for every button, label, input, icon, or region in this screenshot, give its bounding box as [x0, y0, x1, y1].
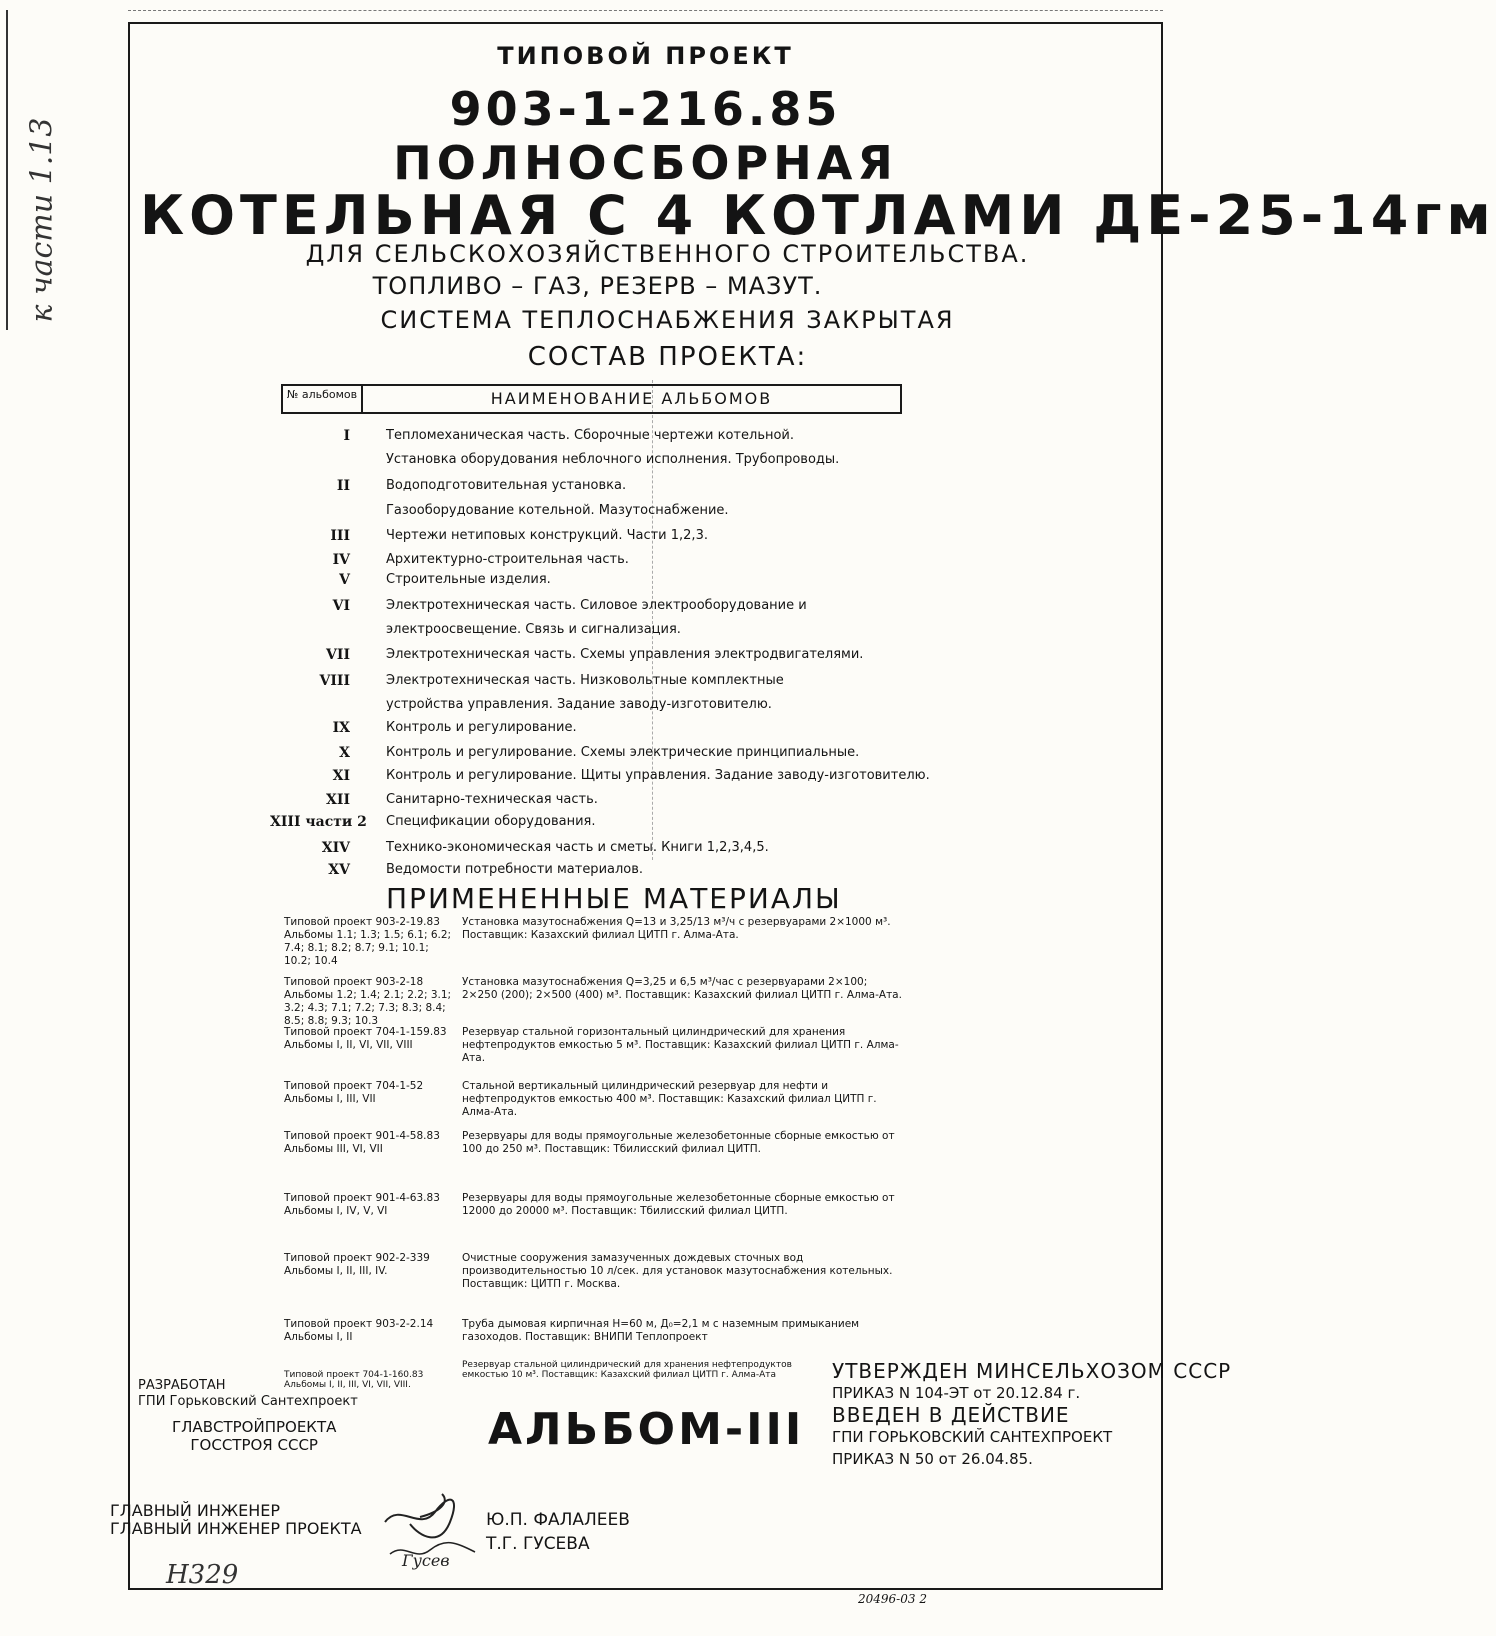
header-project-type: ТИПОВОЙ ПРОЕКТ	[497, 42, 794, 70]
album-name: Спецификации оборудования.	[386, 814, 596, 829]
material-ref: Типовой проект 901-4-63.83 Альбомы I, IV, V, VI	[284, 1192, 440, 1217]
material-desc: Стальной вертикальный цилиндрический резервуар для нефти и нефтепродуктов емкостью 400 м³. Поставщик: Казахский филиал ЦИТП г. Алма-Ата.	[462, 1080, 877, 1118]
table-row	[270, 598, 970, 620]
album-name: Строительные изделия.	[386, 572, 551, 587]
album-number: VIII	[319, 673, 350, 689]
album-name: Электротехническая часть. Силовое электрооборудование и	[386, 598, 807, 613]
album-name: Санитарно-техническая часть.	[386, 792, 598, 807]
contents-heading: СОСТАВ ПРОЕКТА:	[527, 342, 808, 372]
material-ref: Типовой проект 902-2-339 Альбомы I, II, III, IV.	[284, 1252, 430, 1277]
album-number: XII	[326, 792, 350, 808]
material-desc: Установка мазутоснабжения Q=13 и 3,25/13 м³/ч с резервуарами 2×1000 м³. Поставщик: Казахский филиал ЦИТП г. Алма-Ата.	[462, 916, 891, 941]
table-row	[270, 552, 970, 574]
material-desc: Очистные сооружения замазученных дождевых сточных вод производительностью 10 л/сек. для установок мазутоснабжения котельных. Поставщик: ЦИТП г. Москва.	[462, 1252, 893, 1290]
col-number-header: № альбомов	[283, 386, 363, 412]
album-number: II	[336, 478, 350, 494]
top-dashed-line	[128, 10, 1163, 11]
material-ref: Типовой проект 903-2-18 Альбомы 1.2; 1.4; 2.1; 2.2; 3.1; 3.2; 4.3; 7.1; 7.2; 7.3; 8.3; 8.4; 8.5; 8.8; 9.3; 10.3	[284, 976, 452, 1027]
album-number: IX	[332, 720, 350, 736]
material-desc: Резервуары для воды прямоугольные железобетонные сборные емкостью от 100 до 250 м³. Поставщик: Тбилисский филиал ЦИТП.	[462, 1130, 895, 1155]
album-number: I	[343, 428, 350, 444]
signature-names	[486, 1508, 630, 1556]
ministry-line2: ГОССТРОЯ СССР	[190, 1436, 318, 1454]
album-name: Водоподготовительная установка.	[386, 478, 627, 493]
signature-gusev: Гусев	[402, 1551, 450, 1570]
margin-note: к части 1.13	[24, 117, 60, 323]
material-desc: Резервуары для воды прямоугольные железобетонные сборные емкостью от 12000 до 20000 м³. Поставщик: Тбилисский филиал ЦИТП.	[462, 1192, 895, 1217]
material-desc: Резервуар стальной горизонтальный цилиндрический для хранения нефтепродуктов емкостью 5 м³. Поставщик: Казахский филиал ЦИТП г. Алма-Ата.	[462, 1026, 899, 1064]
albums-table-header	[281, 384, 902, 414]
album-name: Технико-экономическая часть и сметы. Книги 1,2,3,4,5.	[386, 840, 769, 855]
album-number: XIII части 2	[270, 814, 367, 830]
ministry-line1: ГЛАВСТРОЙПРОЕКТА	[172, 1418, 337, 1436]
album-number: VII	[326, 647, 350, 663]
developer-org: ГПИ Горьковский Сантехпроект	[138, 1394, 358, 1409]
ministry-block	[172, 1418, 336, 1454]
developer-block	[138, 1378, 358, 1410]
album-name: Установка оборудования неблочного исполнения. Трубопроводы.	[386, 452, 840, 467]
material-desc: Труба дымовая кирпичная Н=60 м, Д₀=2,1 м с наземным примыканием газоходов. Поставщик: ВНИПИ Теплопроект	[462, 1318, 860, 1343]
approval-line5: ПРИКАЗ N 50 от 26.04.85.	[832, 1450, 1033, 1468]
header-title-line1: ПОЛНОСБОРНАЯ	[393, 136, 898, 190]
material-ref: Типовой проект 903-2-2.14 Альбомы I, II	[284, 1318, 434, 1343]
table-row	[270, 768, 970, 790]
material-ref: Типовой проект 903-2-19.83 Альбомы 1.1; 1.3; 1.5; 6.1; 6.2; 7.4; 8.1; 8.2; 8.7; 9.1; 10.1; 10.2; 10.4	[284, 916, 452, 967]
header-subtitle-3: СИСТЕМА ТЕПЛОСНАБЖЕНИЯ ЗАКРЫТАЯ	[380, 306, 955, 334]
album-number: VI	[332, 598, 350, 614]
role-chief-project-engineer: ГЛАВНЫЙ ИНЖЕНЕР ПРОЕКТА	[110, 1519, 362, 1538]
material-ref: Типовой проект 704-1-52 Альбомы I, III, VII	[284, 1080, 424, 1105]
header-title-line2: КОТЕЛЬНАЯ С 4 КОТЛАМИ ДЕ-25-14гм	[140, 184, 1496, 247]
table-row	[270, 428, 970, 450]
table-row	[270, 720, 970, 742]
header-subtitle-1: ДЛЯ СЕЛЬСКОХОЗЯЙСТВЕННОГО СТРОИТЕЛЬСТВА.	[305, 240, 1030, 268]
table-row	[270, 572, 970, 594]
album-number: XI	[332, 768, 350, 784]
header-subtitle-2: ТОПЛИВО – ГАЗ, РЕЗЕРВ – МАЗУТ.	[372, 272, 823, 300]
name-guseva: Т.Г. ГУСЕВА	[486, 1534, 590, 1554]
album-name: Ведомости потребности материалов.	[386, 862, 644, 877]
album-name: Контроль и регулирование.	[386, 720, 577, 735]
album-name: Газооборудование котельной. Мазутоснабжение.	[386, 503, 729, 518]
table-row	[270, 745, 970, 767]
album-number: X	[339, 745, 350, 761]
material-desc: Резервуар стальной цилиндрический для хранения нефтепродуктов емкостью 10 м³. Поставщик: Казахский филиал ЦИТП г. Алма-Ата	[462, 1360, 792, 1380]
table-row	[270, 673, 970, 695]
role-chief-engineer: ГЛАВНЫЙ ИНЖЕНЕР	[110, 1501, 281, 1520]
album-name: Электротехническая часть. Схемы управления электродвигателями.	[386, 647, 864, 662]
material-ref: Типовой проект 704-1-159.83 Альбомы I, II, VI, VII, VIII	[284, 1026, 447, 1051]
album-number: III	[330, 528, 350, 544]
album-name: Электротехническая часть. Низковольтные комплектные	[386, 673, 784, 688]
album-number: XIV	[321, 840, 350, 856]
album-number: V	[339, 572, 350, 588]
table-row	[270, 528, 970, 550]
material-ref: Типовой проект 901-4-58.83 Альбомы III, VI, VII	[284, 1130, 440, 1155]
col-name-header: НАИМЕНОВАНИЕ АЛЬБОМОВ	[490, 389, 773, 408]
sheet-code: 20496-03 2	[858, 1592, 927, 1606]
materials-title: ПРИМЕНЕННЫЕ МАТЕРИАЛЫ	[386, 882, 842, 915]
signature-scribble	[380, 1492, 490, 1572]
table-row	[270, 452, 970, 474]
album-number: XV	[328, 862, 350, 878]
handwritten-number: Н329	[166, 1560, 239, 1590]
signature-roles	[110, 1502, 362, 1538]
table-row	[270, 814, 970, 836]
album-name: Чертежи нетиповых конструкций. Части 1,2,3.	[386, 528, 708, 543]
album-name: Тепломеханическая часть. Сборочные чертежи котельной.	[386, 428, 795, 443]
album-label: АЛЬБОМ-III	[488, 1404, 805, 1455]
table-row	[270, 840, 970, 862]
table-row	[270, 647, 970, 669]
developer-label: РАЗРАБОТАН	[138, 1378, 226, 1393]
table-row	[270, 792, 970, 814]
table-row	[270, 862, 970, 884]
material-ref: Типовой проект 704-1-160.83 Альбомы I, II, III, VI, VII, VIII.	[284, 1370, 424, 1390]
album-name: устройства управления. Задание заводу-изготовителю.	[386, 697, 772, 712]
approval-line2: ПРИКАЗ N 104-ЭТ от 20.12.84 г.	[832, 1384, 1081, 1402]
header-project-code: 903-1-216.85	[449, 82, 842, 136]
table-row	[270, 622, 970, 644]
album-name: Контроль и регулирование. Схемы электрические принципиальные.	[386, 745, 860, 760]
material-desc: Установка мазутоснабжения Q=3,25 и 6,5 м³/час с резервуарами 2×100; 2×250 (200); 2×500 (400) м³. Поставщик: Казахский филиал ЦИТП г. Алма-Ата.	[462, 976, 902, 1001]
album-number: IV	[332, 552, 350, 568]
table-row	[270, 697, 970, 719]
approval-line3: ВВЕДЕН В ДЕЙСТВИЕ	[832, 1403, 1070, 1427]
left-binding-line	[0, 10, 8, 330]
album-name: электроосвещение. Связь и сигнализация.	[386, 622, 681, 637]
approval-block	[832, 1360, 1231, 1470]
table-row	[270, 478, 970, 500]
album-name: Контроль и регулирование. Щиты управления. Задание заводу-изготовителю.	[386, 768, 930, 783]
approval-line4: ГПИ ГОРЬКОВСКИЙ САНТЕХПРОЕКТ	[832, 1428, 1113, 1446]
album-name: Архитектурно-строительная часть.	[386, 552, 629, 567]
name-falaleev: Ю.П. ФАЛАЛЕЕВ	[486, 1510, 630, 1530]
table-row	[270, 503, 970, 525]
approval-line1: УТВЕРЖДЕН МИНСЕЛЬХОЗОМ СССР	[832, 1359, 1232, 1383]
